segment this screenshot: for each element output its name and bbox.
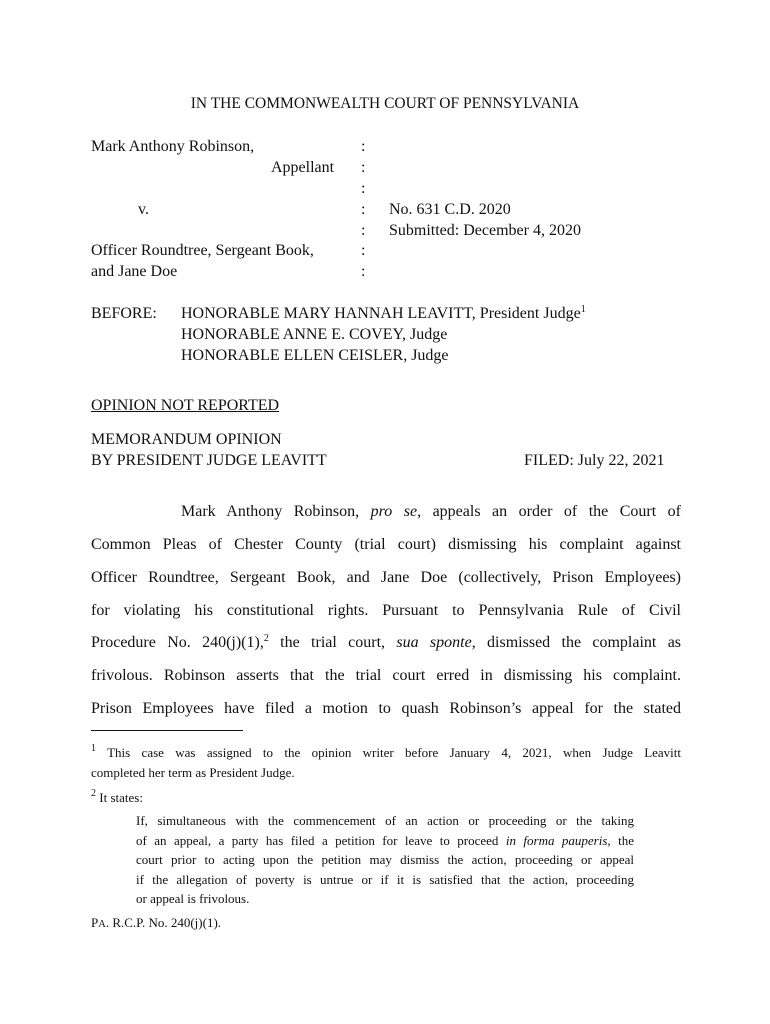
quote-text: , the [607,833,634,848]
footnote-2-text: It states: [99,790,143,805]
body-text: the trial court, [268,634,397,651]
body-line-5 [91,633,681,653]
citation-text: P [91,915,99,930]
quote-line-3: court prior to acting upon the petition may dismiss the action, proceeding or appeal [136,852,634,867]
versus: v. [138,201,149,218]
caption-colon: : [361,222,366,239]
quote-line-4: if the allegation of poverty is untrue or if it is satisfied that the action, proceeding [136,872,634,887]
appellees-line1: Officer Roundtree, Sergeant Book, [91,242,314,259]
memo-title: MEMORANDUM OPINION [91,431,282,448]
footnote-2-number: 2 [91,788,96,799]
footnote-1-line-1 [91,744,681,761]
filed-date: FILED: July 22, 2021 [524,452,665,469]
submitted-date: Submitted: December 4, 2020 [389,222,581,239]
judge-ceisler: HONORABLE ELLEN CEISLER, Judge [181,347,449,364]
body-line-4: for violating his constitutional rights. Pursuant to Pennsylvania Rule of Civil [91,602,681,619]
body-line-1 [181,502,681,522]
judge-leavitt [181,304,586,324]
citation-text: A [98,919,106,930]
appellant-name: Mark Anthony Robinson, [91,138,255,155]
opinion-not-reported: OPINION NOT REPORTED [91,397,280,414]
body-line-3: Officer Roundtree, Sergeant Book, and Jane Doe (collectively, Prison Employees) [91,569,681,586]
caption-colon: : [361,242,366,259]
body-italic: pro se [370,503,418,520]
judge-covey: HONORABLE ANNE E. COVEY, Judge [181,326,448,343]
quote-line-5: or appeal is frivolous. [136,891,250,906]
caption-colon: : [361,159,366,176]
appellees-line2: and Jane Doe [91,263,178,280]
docket-number: No. 631 C.D. 2020 [389,201,511,218]
footnote-ref-1: 1 [580,304,586,315]
court-title: IN THE COMMONWEALTH COURT OF PENNSYLVANIA [190,95,580,112]
caption-colon: : [361,138,366,155]
body-italic: sua sponte [396,634,472,651]
body-text: , appeals an order of the Court of [417,503,682,520]
before-label: BEFORE: [91,305,157,322]
memo-author: BY PRESIDENT JUDGE LEAVITT [91,452,327,469]
body-line-7: Prison Employees have filed a motion to quash Robinson’s appeal for the stated [91,700,681,717]
caption-colon: : [361,201,366,218]
footnote-1-text: This case was assigned to the opinion writer before January 4, 2021, when Judge Leavitt [107,745,682,760]
footnote-ref-2: 2 [263,633,269,644]
caption-colon: : [361,263,366,280]
body-text: Procedure No. 240(j)(1), [91,634,264,651]
footnote-1-number: 1 [91,743,96,754]
body-text: , dismissed the complaint as [471,634,682,651]
quote-line-2 [136,832,634,849]
judge-leavitt-text: HONORABLE MARY HANNAH LEAVITT, President Judge [181,305,581,322]
citation-text: . R.C.P. No. 240(j)(1). [105,915,222,930]
rule-citation [91,914,221,933]
quote-italic: in forma pauperis [505,833,608,848]
footnote-1-line-2: completed her term as President Judge. [91,765,295,780]
footnote-2-intro [91,789,143,806]
quote-text: of an appeal, a party has filed a petition for leave to proceed [136,833,506,848]
body-line-6: frivolous. Robinson asserts that the trial court erred in dismissing his complaint. [91,667,681,684]
footnote-separator [91,730,243,731]
appellant-role: Appellant [271,159,335,176]
caption-colon: : [361,180,366,197]
body-line-2: Common Pleas of Chester County (trial court) dismissing his complaint against [91,536,681,553]
quote-line-1: If, simultaneous with the commencement of an action or proceeding or the taking [136,813,634,828]
body-text: Mark Anthony Robinson, [181,503,371,520]
